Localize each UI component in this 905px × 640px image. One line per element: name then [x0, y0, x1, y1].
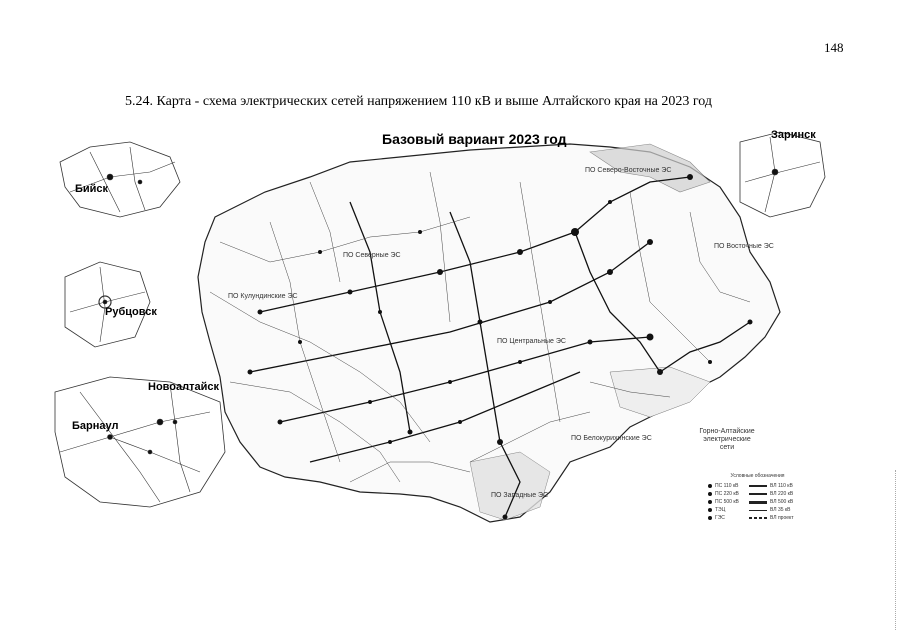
inset-label-barnaul: Барнаул: [72, 420, 119, 432]
legend-row: [705, 490, 810, 498]
dot-icon: [705, 508, 715, 512]
region-label-central: ПО Центральные ЭС: [497, 338, 566, 345]
inset-label-zarinsk: Заринск: [771, 129, 816, 141]
legend-row: [705, 482, 810, 490]
region-label-north: ПО Северные ЭС: [343, 252, 401, 259]
region-label-west: ПО Западные ЭС: [491, 492, 549, 499]
inset-label-rubtsovsk: Рубцовск: [105, 306, 157, 318]
inset-label-biysk: Бийск: [75, 183, 109, 195]
dot-icon: [705, 516, 715, 520]
map-title: Базовый вариант 2023 год: [382, 131, 567, 147]
legend-left-label: ПС 500 кВ: [715, 499, 739, 505]
map-legend: [705, 473, 810, 522]
legend-left-label: ПС 110 кВ: [715, 483, 739, 489]
legend-row: [705, 514, 810, 522]
legend-right-label: ВЛ 220 кВ: [770, 491, 794, 497]
legend-row: [705, 498, 810, 506]
region-label-kulunda: ПО Кулундинские ЭС: [228, 293, 298, 300]
region-label-east: ПО Восточные ЭС: [714, 243, 774, 250]
region-label-belokurikha: ПО Белокурихинские ЭС: [571, 435, 652, 442]
line-icon: [749, 485, 767, 487]
legend-right-label: ВЛ 35 кВ: [770, 507, 791, 513]
legend-right-label: ВЛ 500 кВ: [770, 499, 794, 505]
line-icon: [749, 510, 767, 511]
dot-icon: [705, 484, 715, 488]
line-icon: [749, 493, 767, 495]
map-caption: 5.24. Карта - схема электрических сетей напряжением 110 кВ и выше Алтайского края на 2023 год: [125, 94, 713, 109]
inset-barnaul: [55, 377, 225, 507]
legend-left-label: ПС 220 кВ: [715, 491, 739, 497]
region-label-northeast: ПО Северо-Восточные ЭС: [585, 167, 672, 174]
inset-zarinsk: [740, 132, 825, 217]
legend-right-label: ВЛ 110 кВ: [770, 483, 793, 489]
line-icon: [749, 501, 767, 504]
legend-right-label: ВЛ проект: [770, 515, 794, 521]
region-label-gorno: Горно-Алтайские электрические сети: [699, 428, 755, 451]
legend-row: [705, 506, 810, 514]
inset-label-novoaltaysk: Новоалтайск: [148, 381, 219, 393]
page-edge-marks: [895, 470, 900, 630]
page-number: 148: [824, 40, 844, 55]
dot-icon: [705, 500, 715, 504]
inset-rubtsovsk: [65, 262, 150, 347]
dot-icon: [705, 492, 715, 496]
legend-title: Условные обозначения: [730, 473, 785, 479]
legend-left-label: ГЭС: [715, 515, 725, 521]
inset-biysk: [60, 142, 180, 217]
legend-left-label: ТЭЦ: [715, 507, 726, 513]
line-icon: [749, 517, 767, 519]
